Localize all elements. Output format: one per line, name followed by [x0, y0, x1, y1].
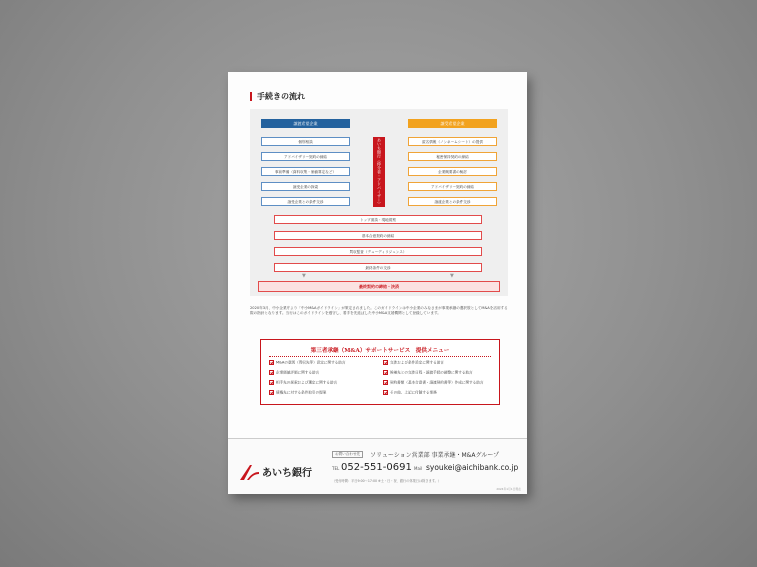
check-icon [269, 390, 274, 395]
common-step: 基本合意契約の締結 [274, 231, 482, 240]
common-step: トップ面談・現地視察 [274, 215, 482, 224]
inquiry-label: お問い合わせ先 [332, 451, 363, 458]
service-item: 交渉および条件設定に関する助言 [383, 360, 444, 366]
service-item: 契約書類（基本合意書・譲渡契約書等）作成に関する助言 [383, 380, 483, 386]
right-step: アドバイザリー契約の締結 [408, 182, 497, 191]
check-icon [383, 360, 388, 365]
section-heading: 手続きの流れ [250, 92, 305, 101]
tel-number: 052-551-0691 [341, 462, 412, 473]
left-step: アドバイザリー契約の締結 [261, 152, 350, 161]
bank-name: あいち銀行 [262, 468, 312, 479]
final-step: 最終契約の締結・決済 [258, 281, 500, 292]
service-item: 企業価値評価に関する助言 [269, 370, 319, 376]
department-name: ソリューション営業部 事業承継・M&Aグループ [370, 452, 499, 459]
common-step: 最終条件の交渉 [274, 263, 482, 272]
right-step: 企業概要書の検討 [408, 167, 497, 176]
service-menu-box [260, 339, 500, 405]
service-item: 相手先の探索および選定に関する助言 [269, 380, 337, 386]
document-sheet [228, 72, 527, 493]
down-arrow-icon: ▼ [450, 273, 454, 279]
footer [228, 438, 527, 494]
right-step: 譲渡企業との条件交渉 [408, 197, 497, 206]
left-step: 譲受企業の探索 [261, 182, 350, 191]
right-step: 秘密保持契約の締結 [408, 152, 497, 161]
service-item: その他、上記に付随する業務 [383, 390, 437, 396]
service-item: M&Aの意図（買収先等）設定に関する助言 [269, 360, 345, 366]
left-header: 譲渡希望企業 [261, 119, 350, 128]
check-icon [383, 380, 388, 385]
flow-diagram [250, 109, 508, 296]
divider [269, 356, 491, 357]
check-icon [383, 370, 388, 375]
center-label: あいち銀行（仲介者・アドバイザー） [373, 137, 385, 207]
left-step: 個別相談 [261, 137, 350, 146]
right-step: 匿名情報（ノンネームシート）の提供 [408, 137, 497, 146]
mail-label: Mail [414, 466, 423, 471]
service-item: 債権先に対する条件取引の提案 [269, 390, 326, 396]
mail-address: syoukei@aichibank.co.jp [426, 463, 519, 472]
service-title: 第三者承継（M&A）サポートサービス 提供メニュー [310, 348, 450, 354]
service-item: 候補先との交渉日程・譲渡手続の調整に関する助言 [383, 370, 473, 376]
bank-logo-icon [238, 463, 260, 481]
right-header: 譲受希望企業 [408, 119, 497, 128]
down-arrow-icon: ▼ [302, 273, 306, 279]
check-icon [269, 380, 274, 385]
check-icon [269, 370, 274, 375]
tel-label: TEL [332, 466, 340, 471]
common-step: 買収監査（デューディリジェンス） [274, 247, 482, 256]
left-step: 譲受企業との条件交渉 [261, 197, 350, 206]
document-code: 2024年1月1日現在 [496, 487, 521, 491]
guideline-note: 2020年3月、中小企業庁より「中小M&Aガイドライン」が策定されました。このガイドラインは中小企業のみなさまが事業承継の選択肢としてM&Aを活用する際の指針となります。当行はこのガイドラインを遵守し、着手を先延ばした中小M&A支援機関として登録しています。 [250, 306, 508, 316]
left-step: 事前準備（資料収集・価値算定など） [261, 167, 350, 176]
check-icon [269, 360, 274, 365]
check-icon [383, 390, 388, 395]
office-hours: （受付時間：平日9:00〜17:00 ※土・日・祝、銀行の休業日は除きます。） [332, 479, 442, 483]
